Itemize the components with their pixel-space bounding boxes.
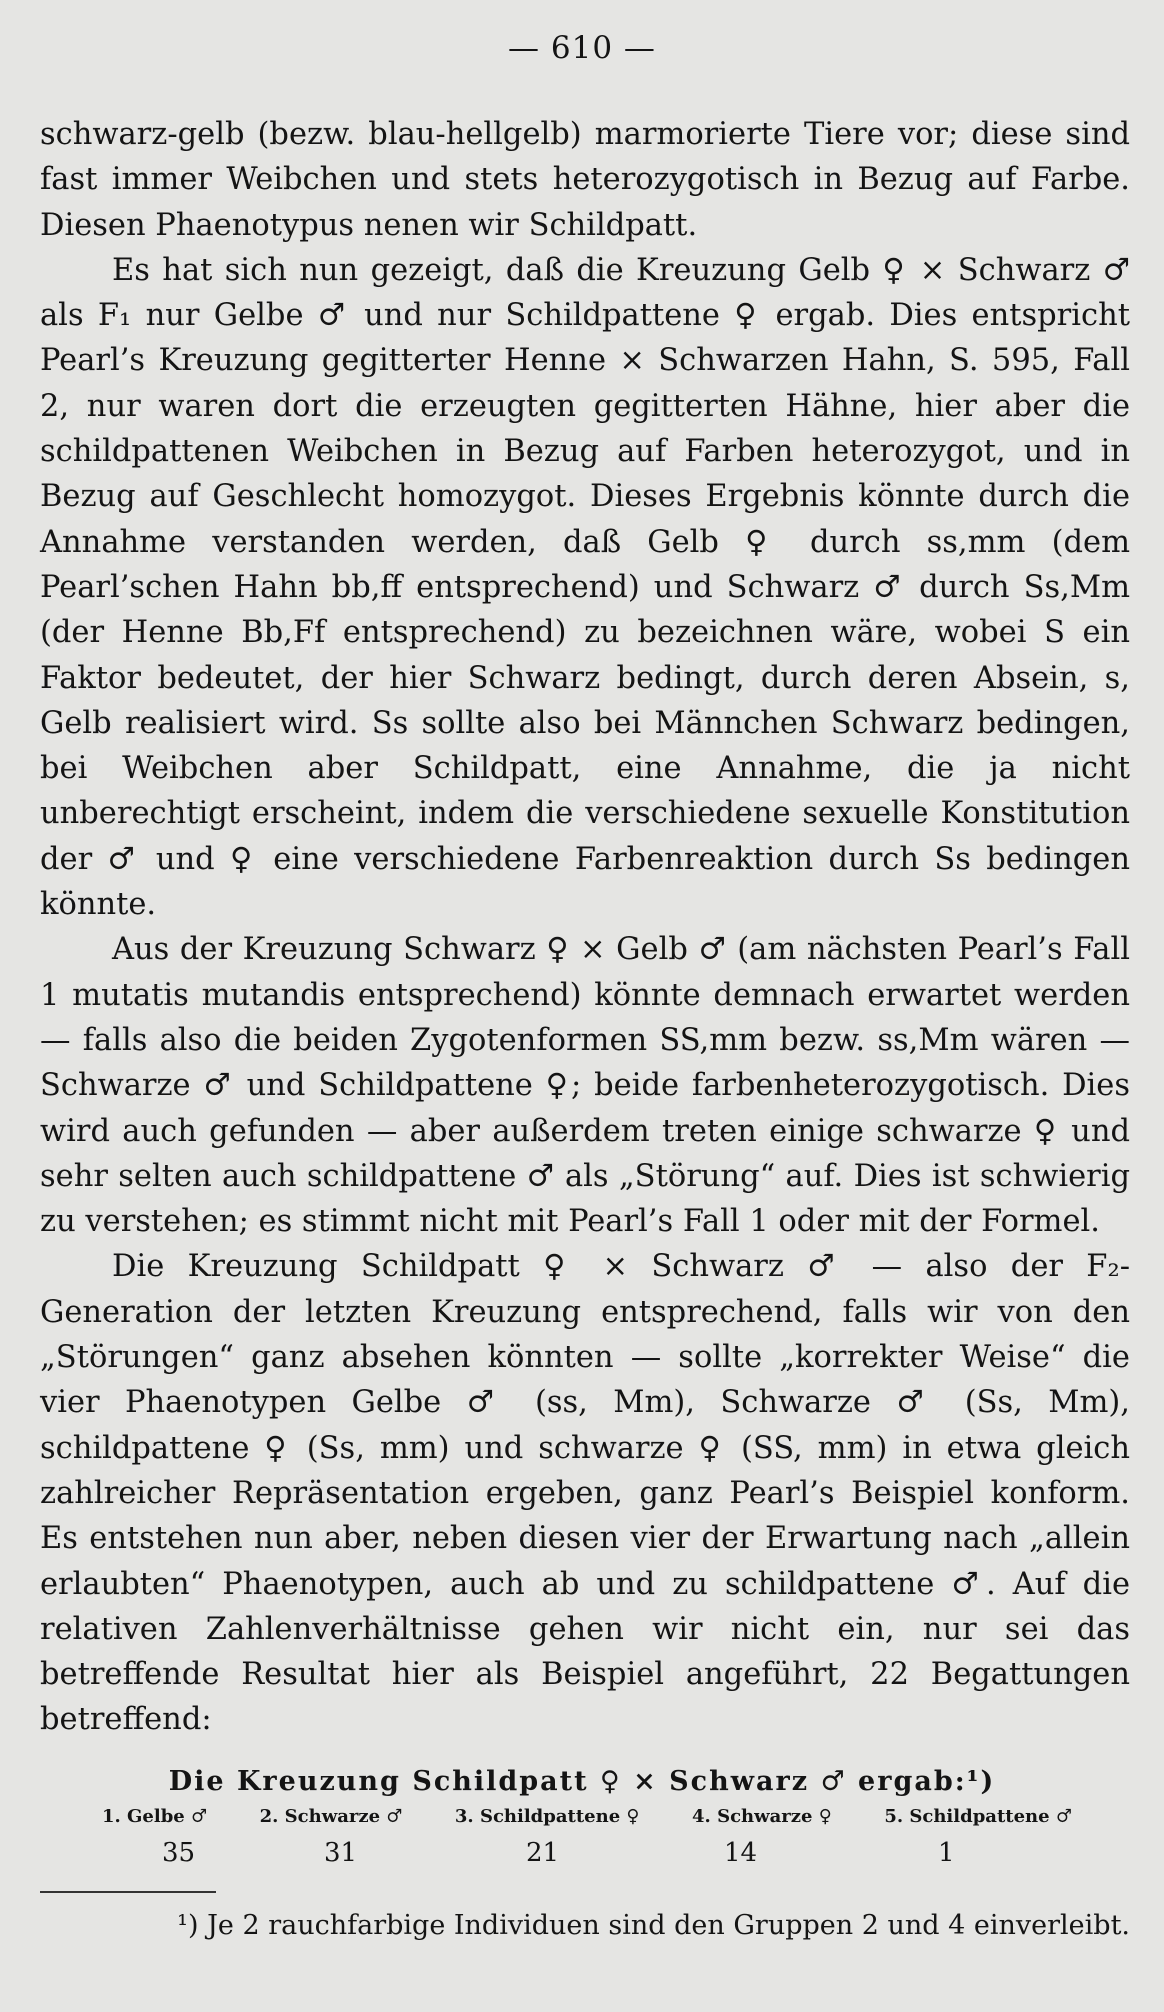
category-label-gelbe-male: 1. Gelbe ♂	[102, 1806, 208, 1827]
category-label-schildpattene-female: 3. Schildpattene ♀	[454, 1806, 640, 1827]
category-value-schwarze-female: 14	[724, 1838, 758, 1868]
category-label-schwarze-female: 4. Schwarze ♀	[692, 1806, 832, 1827]
category-value-gelbe-male: 35	[162, 1838, 196, 1868]
category-value-schwarze-male: 31	[324, 1838, 358, 1868]
paragraph-4: Die Kreuzung Schildpatt ♀ × Schwarz ♂ — also der F₂-Generation der letzten Kreuzung entsprechend, falls wir von den „Störungen“ ganz absehen könnten — sollte „korrekter Weise“ die vier Phaenotypen Gelbe ♂ (ss, Mm), Schwarze ♂ (Ss, Mm), schildpattene ♀ (Ss, mm) und schwarze ♀ (SS, mm) in etwa gleich zahlreicher Repräsentation ergeben, ganz Pearl’s Beispiel konform. Es entstehen nun aber, neben diesen vier der Erwartung nach „allein erlaubten“ Phaenotypen, auch ab und zu schildpattene ♂. Auf die relativen Zahlenverhältnisse gehen wir nicht ein, nur sei das betreffende Resultat hier als Beispiel angeführt, 22 Begattungen betreffend:	[40, 1249, 1130, 1738]
category-label-schildpattene-male: 5. Schildpattene ♂	[884, 1806, 1072, 1827]
category-labels	[102, 1806, 1072, 1827]
category-value-schildpattene-male: 1	[938, 1838, 955, 1868]
category-label-schwarze-male: 2. Schwarze ♂	[259, 1806, 403, 1827]
footnote: ¹) Je 2 rauchfarbige Individuen sind den Gruppen 2 und 4 einverleibt.	[177, 1910, 1130, 1941]
footnote-divider	[40, 1891, 216, 1893]
paragraph-2: Es hat sich nun gezeigt, daß die Kreuzung Gelb ♀ × Schwarz ♂ als F₁ nur Gelbe ♂ und nur Schildpattene ♀ ergab. Dies entspricht Pearl’s Kreuzung gegitterter Henne × Schwarzen Hahn, S. 595, Fall 2, nur waren dort die erzeugten gegitterten Hähne, hier aber die schildpattenen Weibchen in Bezug auf Farben heterozygot, und in Bezug auf Geschlecht homozygot. Dieses Ergebnis könnte durch die Annahme verstanden werden, daß Gelb ♀ durch ss,mm (dem Pearl’schen Hahn bb,ff entsprechend) und Schwarz ♂ durch Ss,Mm (der Henne Bb,Ff entsprechend) zu bezeichnen wäre, wobei S ein Faktor bedeutet, der hier Schwarz bedingt, durch deren Absein, s, Gelb realisiert wird. Ss sollte also bei Männchen Schwarz bedingen, bei Weibchen aber Schildpatt, eine Annahme, die ja nicht unberechtigt erscheint, indem die verschiedene sexuelle Konstitution der ♂ und ♀ eine verschiedene Farbenreaktion durch Ss bedingen könnte.	[40, 252, 1130, 923]
category-value-schildpattene-female: 21	[526, 1838, 560, 1868]
paragraph-3: Aus der Kreuzung Schwarz ♀ × Gelb ♂ (am nächsten Pearl’s Fall 1 mutatis mutandis entsprechend) könnte demnach erwartet werden — falls also die beiden Zygotenformen SS,mm bezw. ss,Mm wären — Schwarze ♂ und Schildpattene ♀; beide farbenheterozygotisch. Dies wird auch gefunden — aber außerdem treten einige schwarze ♀ und sehr selten auch schildpattene ♂ als „Störung“ auf. Dies ist schwierig zu verstehen; es stimmt nicht mit Pearl’s Fall 1 oder mit der Formel.	[40, 932, 1130, 1240]
body-text	[40, 112, 1130, 1743]
paragraph-1: schwarz-gelb (bezw. blau-hellgelb) marmorierte Tiere vor; diese sind fast immer Weibchen und stets heterozygotisch in Bezug auf Farbe. Diesen Phaenotypus nenen wir Schildpatt.	[40, 117, 1130, 243]
table-caption: Die Kreuzung Schildpatt ♀ × Schwarz ♂ ergab:¹)	[168, 1766, 996, 1797]
page-number: — 610 —	[508, 30, 656, 66]
